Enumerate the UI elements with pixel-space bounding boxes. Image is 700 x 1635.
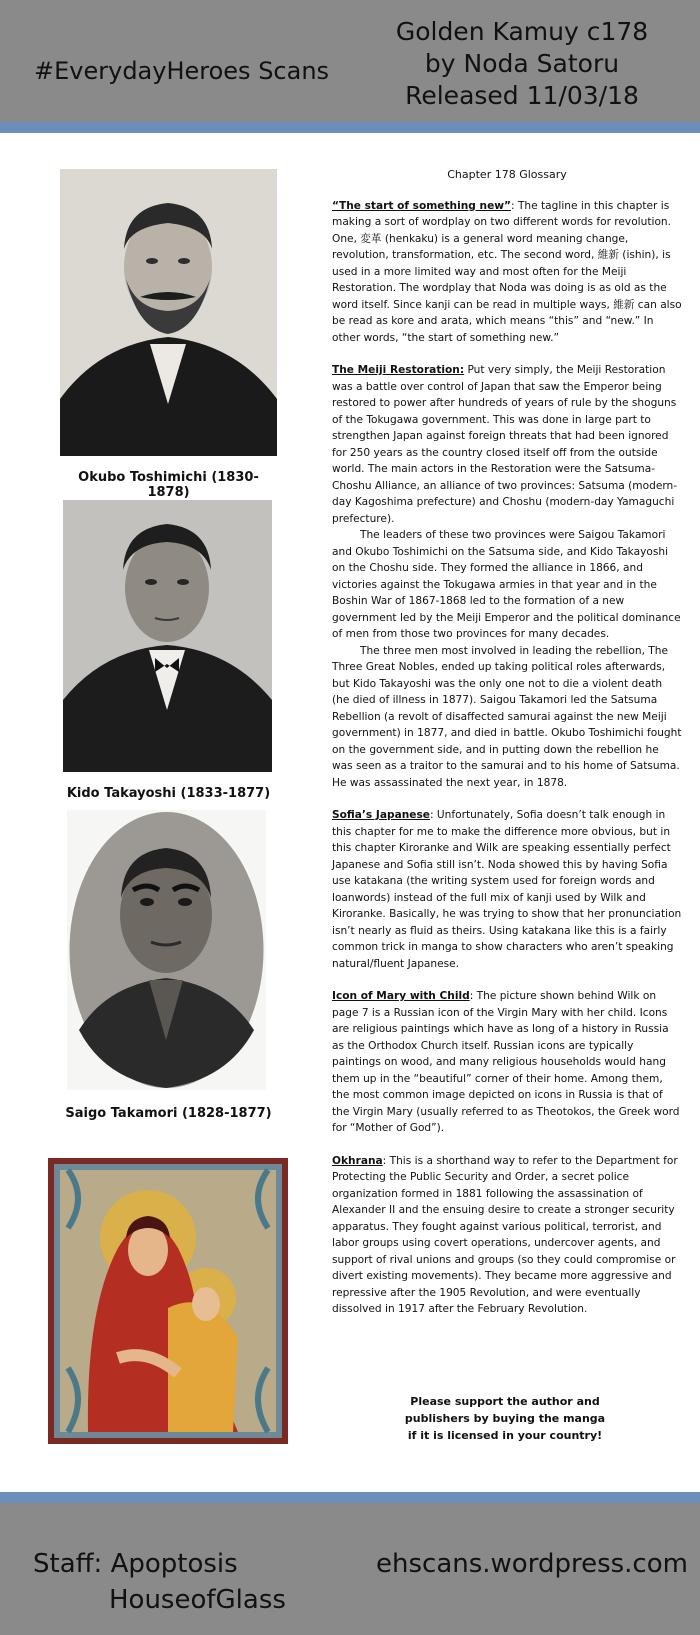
chapter-title: Golden Kamuy c178 [395,17,649,46]
glossary-text: Put very simply, the Meiji Restoration was a battle over control of Japan that saw the Emperor being restored to power after hundreds of years of rule by the shoguns of the Tokugawa government. This was done in large part to strengthen Japan against foreign threats that had been ignored for 250 years as the country closed itself off from the outside world. The main actors in the Restoration were the Satsuma-Choshu Alliance, an alliance of two provinces: Satsuma (modern-day Kagoshima prefecture) and Choshu (modern-day Yamaguchi prefecture). [332,364,678,525]
portrait-caption: Saigo Takamori (1828-1877) [65,1106,272,1121]
glossary-term: Icon of Mary with Child [332,990,470,1002]
glossary-term: Okhrana [332,1154,383,1167]
staff-line: Staff: Apoptosis [33,1549,238,1579]
glossary-text: The tagline in this chapter is making a sort of wordplay on two different words for revolution. One, 変革 (henkaku) is a general word meaning change, revolution, transformation, etc. The second word, 維新 (ishin), is used in a more limited way and most often for the Meiji Restoration. The wordplay that Noda was doing is as old as the word itself. Since kanji can be read in multiple ways, 維新 can also be read as kore and arata, which means “this” and “new.” In other words, “the start of something new.” [332,199,682,344]
glossary-section [332,167,682,1334]
chapter-title-block [372,16,672,112]
group-name: #EverydayHeroes Scans [34,57,330,85]
portrait-caption: Okubo Toshimichi (1830-1878) [78,470,259,500]
glossary-text: : Unfortunately, Sofia doesn’t talk enough in this chapter for me to make the difference more obvious, but in this chapter Kiroranke and Wilk are speaking essentially perfect Japanese and Sofia still isn’t. Noda showed this by having Sofia use katakana (the writing system used for foreign words and loanwords) instead of the full mix of kanji used by Wilk and Kiroranke. Basically, he was trying to show that her pronunciation isn’t nearly as fluid as theirs. Using katakana like this is a fairly common trick in manga to show characters who aren’t speaking natural/fluent Japanese. [332,809,682,970]
release-date: Released 11/03/18 [405,81,639,110]
glossary-entry [332,1153,682,1318]
portrait-okubo-toshimichi [60,169,277,456]
staff-line: HouseofGlass [109,1585,286,1615]
glossary-text: The three men most involved in leading the rebellion, The Three Great Nobles, ended up taking political roles afterwards, but Kido Takayoshi was the only one not to die a violent death (he died of illness in 1877). Saigou Takamori led the Satsuma Rebellion (a revolt of disaffected samurai against the new Meiji government) in 1877, and died in battle. Okubo Toshimichi fought on the government side, and in putting down the rebellion he was seen as a traitor to the samurai and to his home of Satsuma. He was assassinated the next year, in 1878. [332,644,682,789]
glossary-entry [332,988,682,1137]
author-line: by Noda Satoru [424,49,620,78]
glossary-entry: “The start of something new”: The tagline in this chapter is making a sort of wordplay on two different words for revolution. One, 変革 (henkaku) is a general word meaning change, revolution, transformation, etc. The second word, 維新 (ishin), is used in a more limited way and most often for the Meiji Restoration. The wordplay that Noda was doing is as old as the word itself. Since kanji can be read in multiple ways, 維新 can also be read as kore and arata, which means “this” and “new.” In other words, “the start of something new.” [332,199,682,344]
glossary-entry [332,362,682,791]
website-url: ehscans.wordpress.com [376,1549,688,1579]
header-banner [0,0,700,133]
glossary-term: Sofia’s Japanese [332,809,430,821]
glossary-entry [332,807,682,972]
glossary-text: : The picture shown behind Wilk on page 7 is a Russian icon of the Virgin Mary with her child. Icons are religious paintings which have as long of a history in Russia as the Orthodox Church itself. Russian icons are typically paintings on wood, and many religious households would hang them up in the “beautiful” corner of their home. Among them, the most common image depicted on icons in Russia is that of the Virgin Mary (usually referred to as Theotokos, the Greek word for “Mother of God”). [332,990,680,1134]
icon-mary-with-child-image [48,1158,288,1444]
glossary-text: The leaders of these two provinces were Saigou Takamori and Okubo Toshimichi on the Satsuma side, and Kido Takayoshi on the Choshu side. They formed the alliance in 1866, and victories against the Tokugawa armies in that year and in the Boshin War of 1867-1868 led to the formation of a new government led by the Meiji Emperor and the political dominance of men from those two provinces for many decades. [332,529,681,640]
glossary-term: The Meiji Restoration: [332,364,465,376]
portrait-kido-takayoshi [63,500,272,772]
glossary-text: : This is a shorthand way to refer to the Department for Protecting the Public Security and Order, a secret police organization formed in 1881 following the assassination of Alexander II and the ensuing desire to create a stronger security apparatus. They fought against various political, terrorist, and labor groups using covert operations, undercover agents, and support of rival unions and groups (so they could compromise or divert existing movements). They became more aggressive and repressive after the 1905 Revolution, and were eventually dissolved in 1917 after the February Revolution. [332,1154,678,1315]
portrait-caption: Kido Takayoshi (1833-1877) [66,786,271,801]
support-message: Please support the author and publishers by buying the manga if it is licensed in your country! [404,1395,606,1442]
glossary-title: Chapter 178 Glossary [447,168,567,181]
glossary-term: “The start of something new” [332,199,512,212]
footer-banner [0,1492,700,1635]
portrait-saigo-takamori [67,810,266,1090]
